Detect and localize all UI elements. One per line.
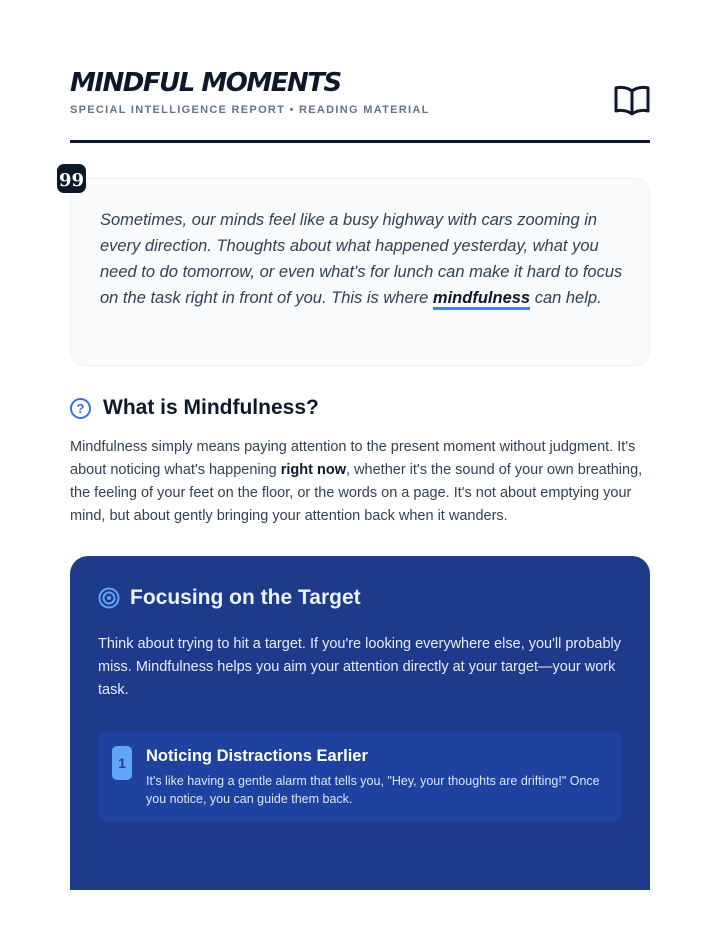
section-body-end: , whether it's the sound of your own breathing, the feeling of your feet on the floor, or the words on a page. It's not about emptying your mind, but about gently bringing your attention back when it wanders.	[70, 462, 643, 524]
section-heading	[70, 394, 319, 422]
section-title: What is Mindfulness?	[103, 396, 319, 419]
quote-text-end: can help.	[530, 289, 602, 307]
target-icon	[98, 587, 120, 609]
list-item	[98, 732, 622, 822]
item-content	[146, 746, 606, 822]
target-card-title: Focusing on the Target	[130, 586, 361, 609]
mindfulness-highlight: mindfulness	[433, 289, 530, 310]
quote-text	[100, 207, 623, 311]
item-title: Noticing Distractions Earlier	[146, 747, 368, 765]
item-number-badge: 1	[112, 746, 132, 780]
report-header	[70, 68, 650, 143]
page-title: MINDFUL MOMENTS	[70, 68, 341, 98]
target-card-text: Think about trying to hit a target. If you're looking everywhere else, you'll probably miss. Mindfulness helps you aim your attention directly at your target—your work task.	[98, 636, 621, 698]
right-now-emphasis: right now	[280, 462, 347, 478]
question-circle-icon: ?	[70, 398, 91, 419]
quote-icon: 99	[57, 164, 86, 193]
target-card	[70, 556, 650, 890]
section-body-start: Mindfulness simply means paying attention to the present moment without judgment. It's about noticing what's happening	[70, 439, 636, 478]
intro-quote	[70, 178, 650, 366]
quote-text-start: Sometimes, our minds feel like a busy highway with cars zooming in every direction. Thoughts about what happened yesterday, what you need to do tomorrow, or even what's for lunch can make it hard to focus on the task right in front of you. This is where	[100, 211, 623, 307]
target-card-heading	[98, 585, 622, 611]
item-text: It's like having a gentle alarm that tells you, "Hey, your thoughts are drifting!" Once you notice, you can guide them back.	[146, 774, 600, 806]
book-open-icon	[614, 84, 650, 118]
page-subtitle: SPECIAL INTELLIGENCE REPORT • READING MATERIAL	[70, 104, 430, 116]
section-body	[70, 436, 650, 528]
